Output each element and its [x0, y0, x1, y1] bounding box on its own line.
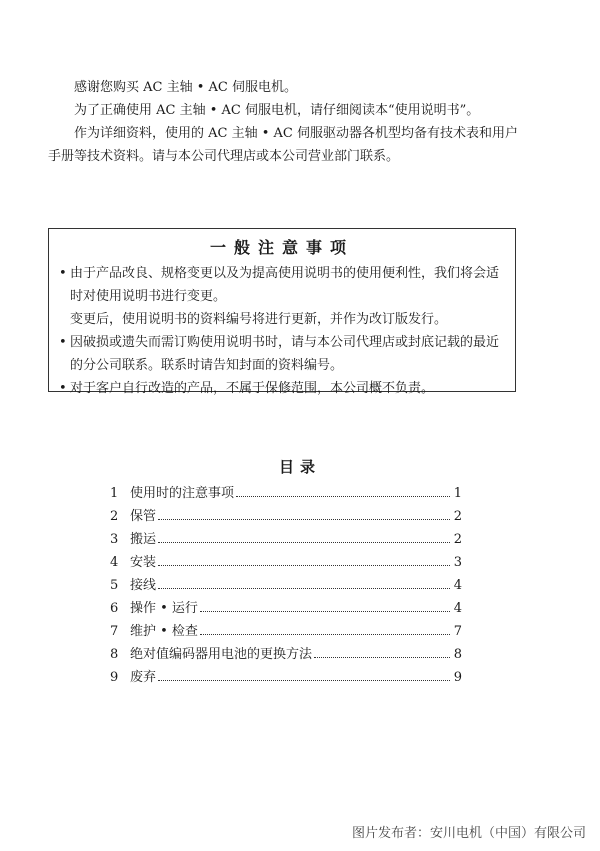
toc-leader-dots [158, 588, 450, 589]
toc-entry-page: 4 [453, 601, 462, 616]
toc-title: 目录 [278, 458, 321, 476]
toc-entry-label: 绝对值编码器用电池的更换方法 [130, 647, 313, 662]
toc-entry-number: 4 [110, 555, 119, 570]
toc-leader-dots [158, 565, 450, 566]
toc-leader-dots [158, 519, 450, 520]
toc-leader-dots [314, 657, 450, 658]
notice-item-3-text: 对于客户自行改造的产品，不属于保修范围，本公司概不负责。 [70, 381, 435, 396]
notice-item-1-sub: 变更后，使用说明书的资料编号将进行更新，并作为改订版发行。 [70, 312, 448, 327]
toc-entry[interactable] [110, 482, 462, 505]
toc-leader-dots [158, 680, 450, 681]
toc-entry-label: 接线 [130, 578, 157, 593]
notice-title: 一般注意事项 [209, 238, 354, 257]
publisher-credit: 图片发布者：安川电机（中国）有限公司 [351, 826, 586, 841]
toc-entry-number: 7 [110, 624, 119, 639]
toc-entry[interactable] [110, 574, 462, 597]
intro-paragraph-3: 作为详细资料，使用的 AC 主轴 • AC 伺服驱动器各机型均备有技术表和用户手册等技术资料。请与本公司代理店或本公司营业部门联系。 [48, 126, 518, 164]
toc-entry-label: 维护 • 检查 [130, 624, 198, 639]
toc-entry-page: 7 [453, 624, 462, 639]
toc-entry[interactable] [110, 597, 462, 620]
toc-entry-page: 9 [453, 670, 462, 685]
toc-entry[interactable] [110, 528, 462, 551]
intro-section [48, 76, 518, 168]
toc-entry-page: 3 [453, 555, 462, 570]
general-notice-box [48, 228, 516, 396]
toc-entry-label: 使用时的注意事项 [130, 486, 235, 501]
notice-item-1 [59, 262, 505, 308]
toc-entry[interactable] [110, 643, 462, 666]
toc-entry-page: 4 [453, 578, 462, 593]
toc-leader-dots [236, 496, 450, 497]
bullet-icon: • [59, 266, 67, 281]
toc-entry-label: 搬运 [130, 532, 157, 547]
toc-entry-number: 3 [110, 532, 119, 547]
toc-leader-dots [158, 542, 450, 543]
toc-entry[interactable] [110, 551, 462, 574]
notice-item-2 [59, 331, 505, 377]
toc-entry[interactable] [110, 666, 462, 689]
toc-entry-page: 2 [453, 532, 462, 547]
toc-entry-number: 5 [110, 578, 119, 593]
intro-paragraph-2: 为了正确使用 AC 主轴 • AC 伺服电机，请仔细阅读本“使用说明书”。 [74, 103, 480, 118]
toc-entry-number: 1 [110, 486, 119, 501]
toc-entry[interactable] [110, 505, 462, 528]
toc-entry-label: 安装 [130, 555, 157, 570]
toc-leader-dots [200, 611, 450, 612]
toc-entry-page: 1 [453, 486, 462, 501]
toc-entry[interactable] [110, 620, 462, 643]
toc-entry-label: 废弃 [130, 670, 157, 685]
toc-entry-number: 6 [110, 601, 119, 616]
toc-leader-dots [200, 634, 450, 635]
intro-paragraph-1: 感谢您购买 AC 主轴 • AC 伺服电机。 [74, 80, 297, 95]
bullet-icon: • [59, 381, 67, 396]
toc-entry-number: 9 [110, 670, 119, 685]
toc-entry-label: 保管 [130, 509, 157, 524]
toc-entry-page: 8 [453, 647, 462, 662]
toc-entry-number: 8 [110, 647, 119, 662]
toc-entry-number: 2 [110, 509, 119, 524]
bullet-icon: • [59, 335, 67, 350]
table-of-contents [110, 482, 462, 689]
toc-entry-label: 操作 • 运行 [130, 601, 198, 616]
notice-item-1-text: 由于产品改良、规格变更以及为提高使用说明书的使用便利性，我们将会适时对使用说明书进行变更。 [70, 266, 500, 304]
notice-item-3 [59, 377, 505, 400]
notice-item-2-text: 因破损或遗失而需订购使用说明书时，请与本公司代理店或封底记载的最近的分公司联系。联系时请告知封面的资料编号。 [70, 335, 500, 373]
toc-entry-page: 2 [453, 509, 462, 524]
